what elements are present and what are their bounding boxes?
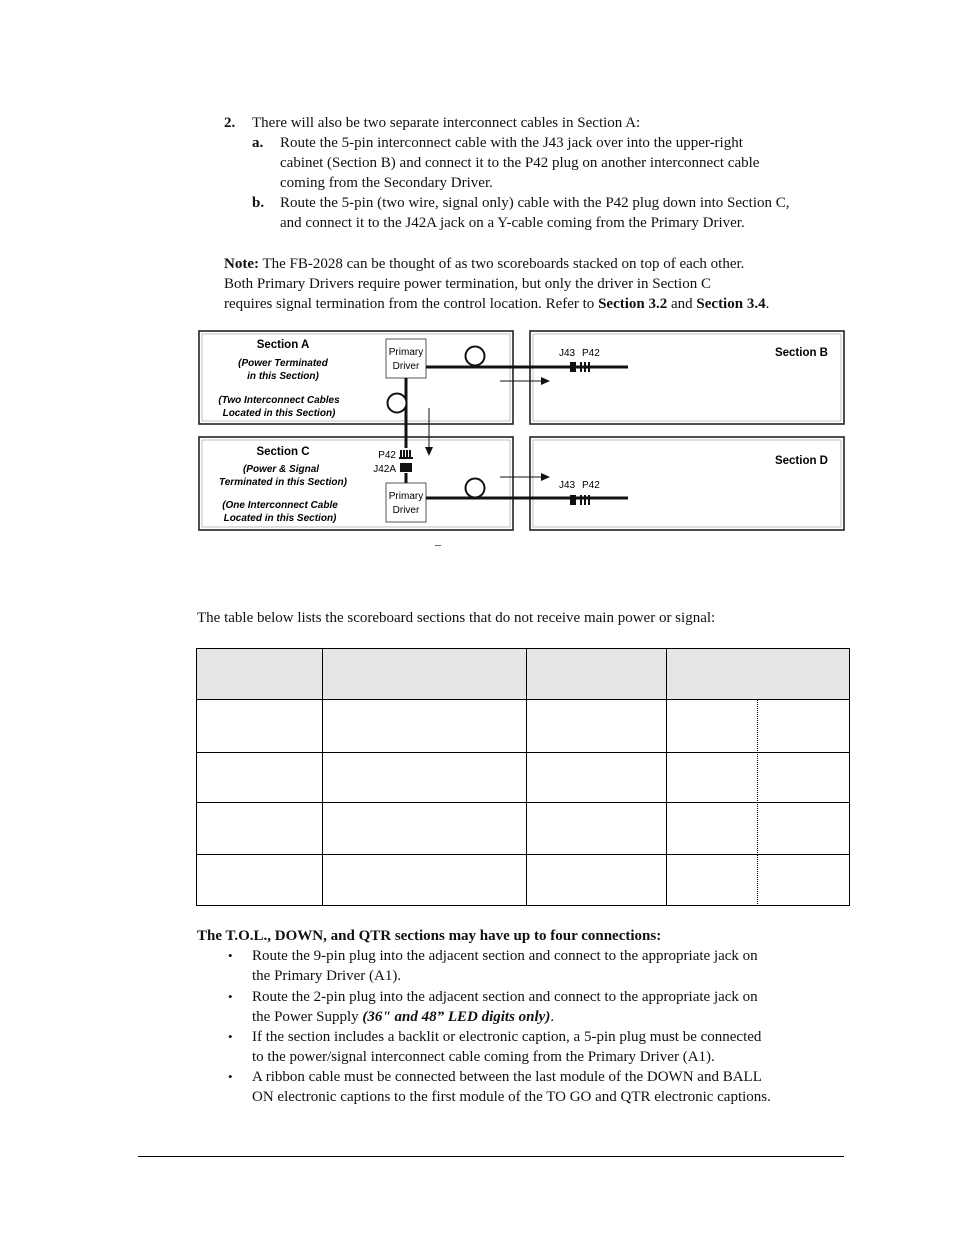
table-cell (757, 699, 850, 753)
bullet-1-line-1: Route the 9-pin plug into the adjacent section and connect to the appropriate jack on (252, 948, 758, 964)
table-cell (322, 752, 527, 803)
arrow-to-section-d (500, 473, 550, 481)
table-cell (666, 802, 758, 855)
table-cell (666, 699, 758, 753)
section-d-box (530, 437, 844, 530)
bullet-icon: • (228, 1069, 233, 1084)
primary-driver-bottom (386, 483, 426, 522)
bullet-1-line-2: the Primary Driver (A1). (252, 968, 402, 984)
cable-lines (406, 367, 628, 498)
table-cell (322, 699, 527, 753)
note-line-1: Note: The FB-2028 can be thought of as two scoreboards stacked on top of each other. (224, 256, 745, 272)
table-cell (757, 854, 850, 906)
bullet-2-line-2: the Power Supply (36" and 48” LED digits only). (252, 1009, 555, 1025)
footer-divider (138, 1156, 844, 1157)
step-number: 2. (224, 115, 236, 131)
table-intro: The table below lists the scoreboard sections that do not receive main power or signal: (197, 610, 716, 626)
primary-driver-bottom-label-2: Driver (392, 505, 420, 516)
substep-a-label: a. (252, 135, 264, 151)
bullet-3-line-2: to the power/signal interconnect cable coming from the Primary Driver (A1). (252, 1049, 715, 1065)
section-a-title: Section A (256, 339, 310, 351)
substep-a-line-3: coming from the Secondary Driver. (280, 175, 493, 191)
section-c-note-1: (Power & Signal (242, 464, 320, 475)
substep-b-label: b. (252, 195, 265, 211)
section-a-note-3: (Two Interconnect Cables (218, 395, 340, 406)
section-ref-3-2: Section 3.2 (598, 296, 668, 312)
table-header-cell (526, 648, 667, 700)
cabinet-wiring-diagram (198, 330, 848, 552)
table-cell (526, 802, 667, 855)
bullet-icon: • (228, 1029, 233, 1044)
label-p42-b: P42 (582, 348, 600, 359)
section-a-note-1: (Power Terminated (238, 358, 328, 369)
table-cell (196, 699, 323, 753)
table-header-cell (196, 648, 323, 700)
section-d-title: Section D (774, 455, 828, 467)
arrow-to-section-b (500, 377, 550, 385)
substep-b-line-1: Route the 5-pin (two wire, signal only) cable with the P42 plug down into Section C, (280, 195, 790, 211)
label-j42a: J42A (373, 464, 396, 475)
primary-driver-top-label-2: Driver (392, 361, 420, 372)
table-cell (666, 752, 758, 803)
bullet-3-line-1: If the section includes a backlit or electronic caption, a 5-pin plug must be connected (252, 1029, 762, 1045)
section-c-note-2: Terminated in this Section) (219, 477, 347, 488)
table-cell (757, 752, 850, 803)
section-c-title: Section C (256, 446, 310, 458)
section-b-title: Section B (774, 347, 828, 359)
bullet-icon: • (228, 948, 233, 963)
note-line-2: Both Primary Drivers require power termination, but only the driver in Section C (224, 276, 711, 292)
table-cell (526, 699, 667, 753)
label-p42-c: P42 (378, 450, 396, 461)
bullet-icon: • (228, 989, 233, 1004)
table-cell (322, 854, 527, 906)
table-cell (666, 854, 758, 906)
table-cell (757, 802, 850, 855)
ferrite-top-icon (466, 347, 485, 366)
section-b-box (530, 331, 844, 424)
ferrite-vertical-icon (388, 394, 407, 413)
connector-p42-icon (399, 450, 413, 459)
bullet-4-line-1: A ribbon cable must be connected between the last module of the DOWN and BALL (252, 1069, 762, 1085)
table-cell (196, 854, 323, 906)
section-c-note-4: Located in this Section) (223, 513, 337, 524)
table-cell (196, 802, 323, 855)
bullet-4-line-2: ON electronic captions to the first module of the TO GO and QTR electronic captions. (252, 1089, 771, 1105)
bullet-2-line-1: Route the 2-pin plug into the adjacent section and connect to the appropriate jack on (252, 989, 758, 1005)
section-a-note-4: Located in this Section) (222, 408, 336, 419)
section-ref-3-4: Section 3.4 (696, 296, 766, 312)
connector-j42a-icon (400, 463, 412, 472)
table-header-cell (666, 648, 850, 700)
arrow-down-to-section-c (425, 408, 433, 456)
table-header-cell (322, 648, 527, 700)
label-j43-b: J43 (559, 348, 576, 359)
substep-a-line-2: cabinet (Section B) and connect it to the P42 plug on another interconnect cable (280, 155, 760, 171)
connections-heading: The T.O.L., DOWN, and QTR sections may have up to four connections: (197, 928, 662, 944)
substep-a-line-1: Route the 5-pin interconnect cable with the J43 jack over into the upper-right (280, 135, 743, 151)
note-line-3: requires signal termination from the control location. Refer to Section 3.2 and Section 3.4. (224, 296, 770, 312)
ferrite-bottom-icon (466, 479, 485, 498)
substep-b-line-2: and connect it to the J42A jack on a Y-cable coming from the Primary Driver. (280, 215, 745, 231)
primary-driver-top (386, 339, 426, 378)
table-cell (526, 854, 667, 906)
section-a-note-2: in this Section) (247, 371, 319, 382)
primary-driver-bottom-label-1: Primary (388, 491, 424, 502)
caption-dash: – (435, 537, 441, 551)
table-cell (196, 752, 323, 803)
table-cell (526, 752, 667, 803)
label-p42-d: P42 (582, 480, 600, 491)
primary-driver-top-label-1: Primary (388, 347, 424, 358)
step-text: There will also be two separate interconnect cables in Section A: (252, 115, 641, 131)
table-cell (322, 802, 527, 855)
section-c-note-3: (One Interconnect Cable (222, 500, 338, 511)
label-j43-d: J43 (559, 480, 576, 491)
